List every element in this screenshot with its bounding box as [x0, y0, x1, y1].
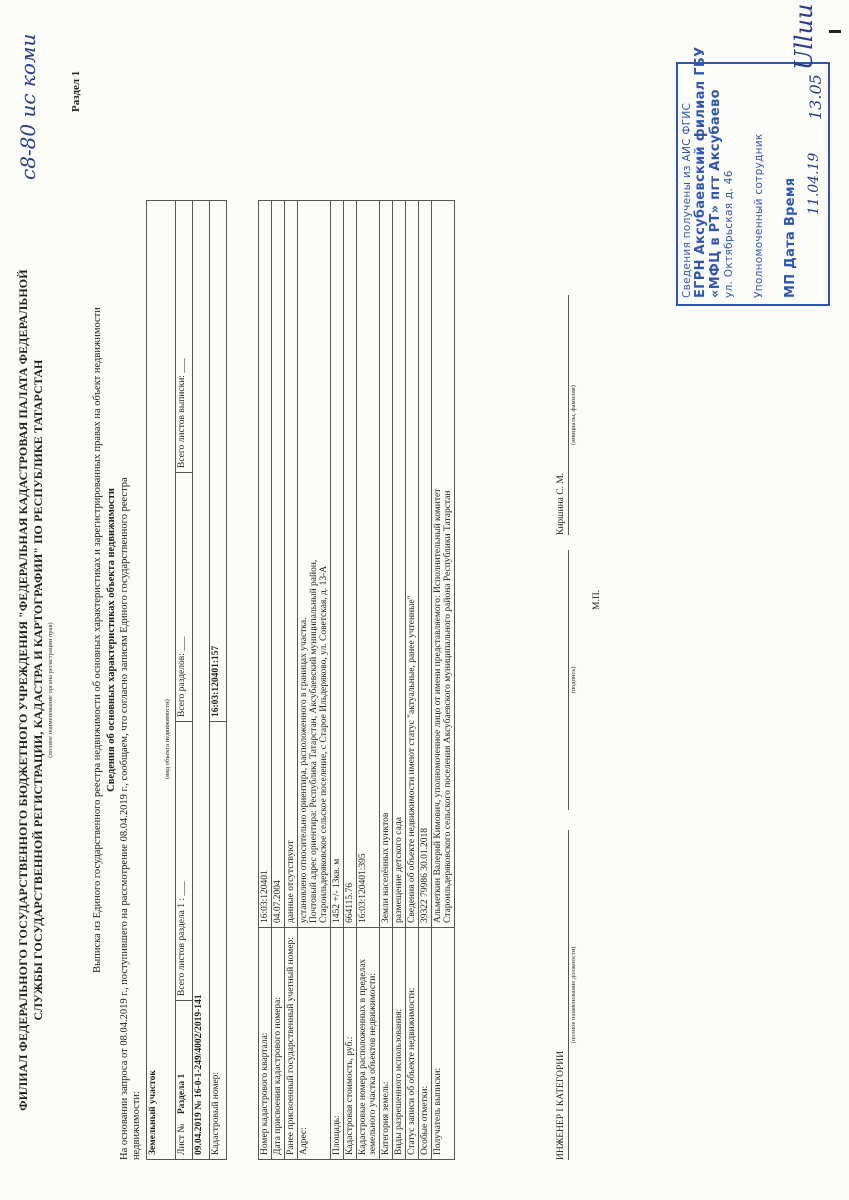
section-part: Раздела 1: [177, 1073, 187, 1115]
table-row: [259, 201, 272, 1160]
stamp-line4: ул. Октябрьская д. 46: [723, 170, 735, 298]
section-label: Раздел 1: [70, 70, 82, 112]
field-value: 04.07.2004: [272, 201, 285, 928]
table-row: [298, 201, 331, 1160]
table-row: [272, 201, 285, 1160]
table-row: [406, 201, 419, 1160]
intro-subtitle: Сведения об основных характеристиках объекта недвижимости: [106, 488, 117, 792]
sign-caption: (подпись): [570, 666, 577, 694]
org-header-line1: ФИЛИАЛ ФЕДЕРАЛЬНОГО ГОСУДАРСТВЕННОГО БЮДЖЕТНОГО УЧРЕЖДЕНИЯ "ФЕДЕРАЛЬНАЯ КАДАСТРОВАЯ ПАЛАТА ФЕДЕРАЛЬНОЙ: [16, 269, 30, 1111]
field-label: Номер кадастрового квартала:: [259, 928, 272, 1160]
field-value: 16:03:120401:395: [357, 201, 380, 928]
cadastral-label: Кадастровый номер:: [210, 722, 227, 1160]
field-label: Виды разрешенного использования:: [393, 928, 406, 1160]
table-row: [285, 201, 298, 1160]
handwritten-date: 11.04.19: [806, 152, 822, 215]
field-label: Кадастровая стоимость, руб.:: [344, 928, 357, 1160]
field-value: Сведения об объекте недвижимости имеют статус "актуальные, ранее учтенные": [406, 201, 419, 928]
field-value: 39322 79986 30.01.2018: [419, 201, 432, 928]
field-label: Статус записи об объекте недвижимости:: [406, 928, 419, 1160]
mp-label: М.П.: [592, 589, 602, 610]
stamp-line6: МП Дата Время: [783, 177, 798, 298]
cadastral-value: 16:03:120401:157: [210, 201, 227, 722]
field-label: Кадастровые номера расположенных в пределах земельного участка объектов недвижимости:: [357, 928, 380, 1160]
table-row: [419, 201, 432, 1160]
table-row: [357, 201, 380, 1160]
table-row: [432, 201, 455, 1160]
corner-mark: [829, 30, 841, 33]
field-value: Земли населённых пунктов: [380, 201, 393, 928]
field-label: Особые отметки:: [419, 928, 432, 1160]
total-sheets-section: Всего листов раздела 1 :: [177, 897, 187, 996]
intro-line: Выписка из Единого государственного реестра недвижимости об основных характеристиках и зарегистрированных правах на объект недвижимости: [92, 307, 103, 973]
field-value: размещение детского сада: [393, 201, 406, 928]
signature-scribble-icon: Ulluu: [790, 3, 818, 70]
field-label: Ранее присвоенный государственный учетный номер:: [285, 928, 298, 1160]
intro-basis-cont: недвижимости:: [131, 1091, 142, 1160]
object-type: Земельный участок: [148, 1070, 158, 1155]
org-header-caption: (полное наименование органа регистрации прав): [47, 622, 54, 758]
sheet-label: Лист №: [177, 1123, 187, 1155]
field-label: Категория земель:: [380, 928, 393, 1160]
intro-basis: На основании запроса от 08.04.2019 г., поступившего на рассмотрение 08.04.2019 г., сообщаем, что согласно записям Единого государственного реестра: [119, 477, 130, 1160]
field-label: Площадь:: [331, 928, 344, 1160]
field-value: 664115.76: [344, 201, 357, 928]
table-row: [380, 201, 393, 1160]
field-value: 16:03:120401: [259, 201, 272, 928]
signer-name: Киршина С. М.: [556, 472, 566, 535]
field-value: данные отсутствуют: [285, 201, 298, 928]
characteristics-table: [258, 200, 455, 1160]
field-value: установлено относительно ориентира, расположенного в границах участка. Почтовый адрес ориентира: Республика Татарстан, Аксубаевский муниципальный район, Староильдеряковское сельское поселение, с Старое Ильдеряково, ул. Советская, д. 13-А: [298, 201, 331, 928]
org-header-line2: СЛУЖБЫ ГОСУДАРСТВЕННОЙ РЕГИСТРАЦИИ, КАДАСТРА И КАРТОГРАФИИ" ПО РЕСПУБЛИКЕ ТАТАРСТАН: [31, 359, 45, 1021]
field-value: Альметкин Валерий Кимович, уполномоченное лицо от имени представляемого: Исполнительный комитет Староильдеряковского сельского поселения Аксубаевского муниципального района Республики Татарстан: [432, 201, 455, 928]
table-row: [393, 201, 406, 1160]
position-caption: (полное наименование должности): [570, 946, 577, 1044]
table-row: [344, 201, 357, 1160]
field-label: Дата присвоения кадастрового номера:: [272, 928, 285, 1160]
stamp-line3: «МФЦ в РТ» пгт Аксубаево: [708, 89, 723, 298]
header-table: Земельный участок (вид объекта недвижимости) Лист № Раздела 1 Всего листов раздела 1 : ___ Всего разделов: ___ Всего листов выписки: ___ 09.04.2019 № 16-0-1-249/4002/2019-141 Кадастровый номер: 16:03:120401:157: [146, 200, 227, 1160]
handwritten-time: 13.05: [806, 74, 825, 120]
object-type-caption: (вид объекта недвижимости): [164, 699, 171, 779]
name-caption: (инициалы, фамилия): [570, 385, 577, 445]
field-label: Адрес:: [298, 928, 331, 1160]
total-sheets: Всего листов выписки:: [177, 375, 187, 468]
table-row: [331, 201, 344, 1160]
stamp-line1: Сведения получены из АИС ФГИС: [681, 102, 693, 298]
stamp-line2: ЕГРН Аксубаевский филиал ГБУ: [693, 46, 708, 298]
date-number: 09.04.2019 № 16-0-1-249/4002/2019-141: [193, 201, 210, 1160]
field-value: 1452 +/- 13кв. м: [331, 201, 344, 928]
total-sections: Всего разделов:: [177, 653, 187, 717]
field-label: Получатель выписки:: [432, 928, 455, 1160]
signer-position: ИНЖЕНЕР I КАТЕГОРИИ: [556, 1051, 566, 1160]
handwritten-note: с8-80 ис коми: [16, 33, 40, 180]
stamp-line5: Уполномоченный сотрудник: [753, 133, 765, 298]
